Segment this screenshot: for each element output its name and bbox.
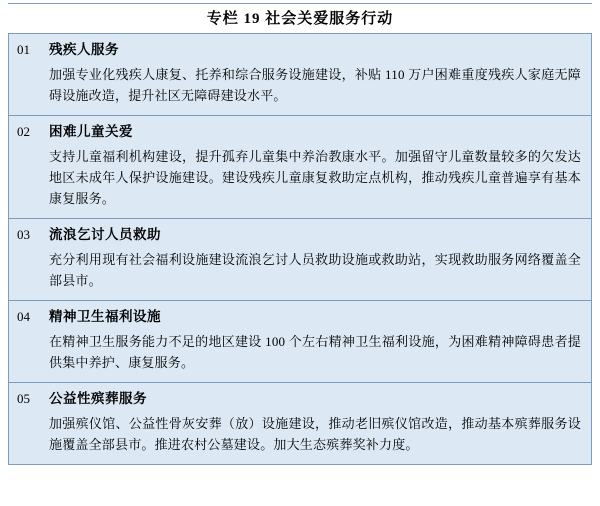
table-row xyxy=(9,301,591,383)
row-body: 充分利用现有社会福利设施建设流浪乞讨人员救助设施或救助站，实现救助服务网络覆盖全部县市。 xyxy=(49,251,581,288)
row-heading: 困难儿童关爱 xyxy=(49,123,133,139)
row-body: 加强专业化残疾人康复、托养和综合服务设施建设，补贴 110 万户困难重度残疾人家庭无障碍设施改造，提升社区无障碍建设水平。 xyxy=(49,66,581,103)
items-table xyxy=(8,34,592,465)
row-heading: 公益性殡葬服务 xyxy=(49,390,147,406)
row-content xyxy=(47,301,591,382)
row-body: 在精神卫生服务能力不足的地区建设 100 个左右精神卫生福利设施，为困难精神障碍患者提供集中养护、康复服务。 xyxy=(49,333,581,370)
row-body: 加强殡仪馆、公益性骨灰安葬（放）设施建设，推动老旧殡仪馆改造，推动基本殡葬服务设施覆盖全部县市。推进农村公墓建设。加大生态殡葬奖补力度。 xyxy=(49,415,581,452)
row-number: 03 xyxy=(17,226,30,242)
row-heading: 精神卫生福利设施 xyxy=(49,308,161,324)
table-row xyxy=(9,34,591,116)
row-number: 01 xyxy=(17,42,30,57)
row-content xyxy=(47,383,591,464)
header-top-rule xyxy=(8,3,592,4)
header-bottom-rule xyxy=(8,33,592,34)
row-content xyxy=(47,116,591,218)
row-content xyxy=(47,219,591,300)
row-heading: 残疾人服务 xyxy=(49,42,119,57)
table-row xyxy=(9,219,591,301)
row-number: 05 xyxy=(17,390,30,406)
row-number: 04 xyxy=(17,308,30,324)
row-content xyxy=(47,34,591,115)
table-row xyxy=(9,383,591,464)
row-body: 支持儿童福利机构建设，提升孤弃儿童集中养治教康水平。加强留守儿童数量较多的欠发达地区未成年人保护设施建设。建设残疾儿童康复救助定点机构，推动残疾儿童普遍享有基本康复服务。 xyxy=(49,148,581,206)
page-title: 专栏 19 社会关爱服务行动 xyxy=(206,10,394,27)
table-row xyxy=(9,116,591,219)
panel-header xyxy=(0,0,600,34)
row-heading: 流浪乞讨人员救助 xyxy=(49,226,161,242)
row-number: 02 xyxy=(17,123,30,139)
